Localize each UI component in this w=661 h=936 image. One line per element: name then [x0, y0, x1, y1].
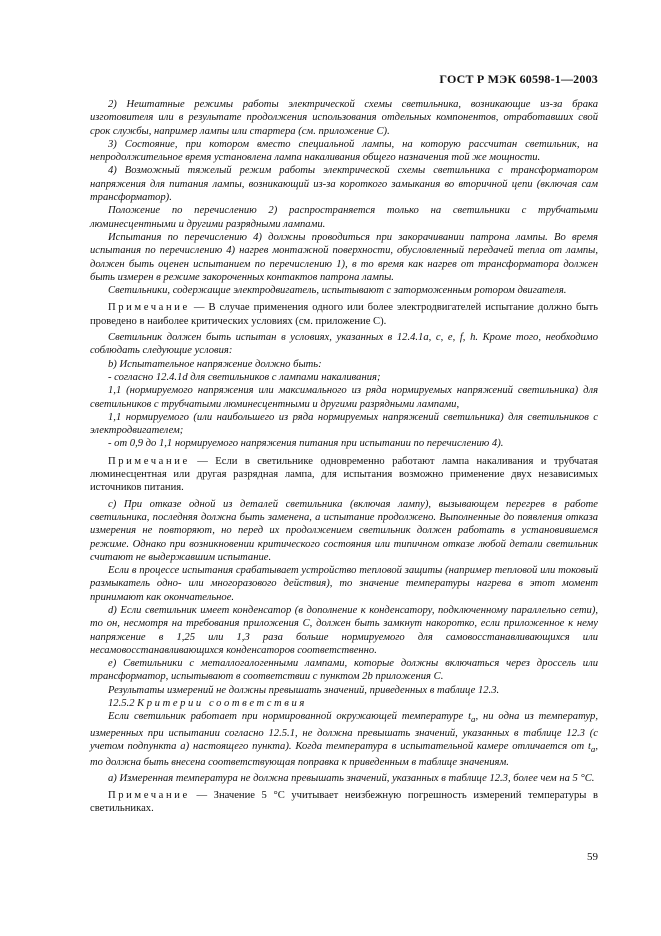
note-1 [90, 301, 598, 328]
paragraph-motor: Светильники, содержащие электродвигатель, испытывают с заторможенным ротором двигателя. [108, 285, 567, 297]
note-3 [90, 789, 598, 816]
paragraph-d: d) Если светильник имеет конденсатор (в дополнение к конденсатору, подключенному параллельно сети), то он, несмотря на требования приложения С, должен быть замкнут накоротко, если приложенное к нему напряжение в 1,25 или 1,3 раза больше нормируемого для самовосстанавливающихся или несамовосстанавливающихся конденсаторов соответственно. [90, 604, 598, 656]
page-number: 59 [587, 851, 598, 863]
section-body: Если светильник работает при нормированной окружающей температуре $t_a$, ни одна из температур, измеренных при испытании согласно 12.5.1, не должна превышать значений, указанных в таблице 12.3 (с учетом подпункта а) настоящего пункта). Когда температура в испытательной камере отличается от $t_a$, то должна быть внесена соответствующая поправка к приведенным в таблице значениям. [90, 711, 598, 769]
paragraph-e: е) Светильники с металлогалогенными лампами, которые должны включаться через дроссель или трансформатор, испытывают в соответствии с пунктом 2b приложения С. [90, 658, 598, 683]
paragraph-b-4: - от 0,9 до 1,1 нормируемого напряжения питания при испытании по перечислению 4). [108, 438, 504, 450]
paragraph-b-3: 1,1 нормируемого (или наибольшего из ряда нормируемых напряжений светильника) для светильников с электродвигателем; [90, 411, 598, 437]
paragraph-scope: Положение по перечислению 2) распространяется только на светильники с трубчатыми люминесцентными и другими разрядными лампами. [90, 205, 598, 230]
paragraph-test-4: Испытания по перечислению 4) должны проводиться при закорачивании патрона лампы. Во время испытания по перечислению 4) нагрев монтажной поверхности, обусловленный передачей тепла от лампы, должен быть оценен испытанием по перечислению 1), в то время как нагрев от трансформатора должен быть измерен в режиме закороченных контактов патрона лампы. [90, 231, 598, 283]
note-2-label: Примечание [108, 455, 190, 467]
paragraph-item-2: 2) Нештатные режимы работы электрической схемы светильника, возникающие из-за брака изготовителя или в результате продолжения использования отдельных компонентов, отработавших свой срок службы, например лампы или стартера (см. приложение С). [90, 99, 598, 137]
note-1-text: — В случае применения одного или более электродвигателей испытание должно быть проведено в наиболее критических условиях (см. приложение С). [90, 302, 598, 327]
paragraph-b-1: - согласно 12.4.1d для светильников с лампами накаливания; [108, 371, 381, 383]
temperature-symbol-2: $t_a$ [587, 741, 596, 755]
section-number: 12.5.2 [108, 698, 135, 710]
note-1-label: Примечание [108, 302, 190, 314]
paragraph-results: Результаты измерений не должны превышать значений, приведенных в таблице 12.3. [108, 684, 500, 696]
paragraph-item-4: 4) Возможный тяжелый режим работы электрической схемы светильника с трансформатором напряжения для питания лампы, возникающий из-за короткого замыкания во вторичной цепи (включая сам трансформатор). [90, 165, 598, 204]
document-header: ГОСТ Р МЭК 60598-1—2003 [439, 72, 598, 86]
document-body [90, 98, 598, 819]
temperature-symbol: $t_a$ [468, 711, 476, 725]
paragraph-conditions: Светильник должен быть испытан в условиях, указанных в 12.4.1а, с, е, f, h. Кроме того, необходимо соблюдать следующие условия: [90, 332, 598, 357]
paragraph-thermal-protection: Если в процессе испытания срабатывает устройство тепловой защиты (например тепловой или токовый размыкатель одно- или многоразового действия), то значение температуры нагрева в этот момент принимают как окончательное. [90, 565, 598, 603]
paragraph-a: а) Измеренная температура не должна превышать значений, указанных в таблице 12.3, более чем на 5 °С. [108, 772, 595, 784]
paragraph-c: с) При отказе одной из деталей светильника (включая лампу), вызывающем перегрев в работе светильника, последняя должна быть заменена, а испытание продолжено. Выполненные до появления отказа измерения не повторяют, но перед их продолжением светильник должен работать в установившемся режиме. Однако при возникновении критического состояния или типичном отказе любой детали светильник считают не выдержавшим испытание. [90, 498, 598, 563]
section-title: Критерии соответствия [137, 698, 307, 710]
note-2 [90, 455, 598, 495]
paragraph-b-2: 1,1 (нормируемого напряжения или максимального из ряда нормируемых напряжений светильника) для светильников с трубчатыми люминесцентными и другими разрядными лампами, [90, 385, 598, 410]
section-heading [90, 697, 598, 710]
note-3-label: Примечание [108, 790, 190, 802]
paragraph-item-3: 3) Состояние, при котором вместо специальной лампы, на которую рассчитан светильник, на непродолжительное время установлена лампа накаливания общего назначения той же мощности. [90, 138, 598, 164]
note-2-text: — Если в светильнике одновременно работают лампа накаливания и трубчатая люминесцентная или другая разрядная лампа, для испытания возможно применение двух независимых источников питания. [90, 455, 598, 494]
note-3-text: — Значение 5 °С учитывает неизбежную погрешность измерений температуры в светильниках. [90, 790, 598, 815]
paragraph-b: b) Испытательное напряжение должно быть: [108, 358, 322, 370]
